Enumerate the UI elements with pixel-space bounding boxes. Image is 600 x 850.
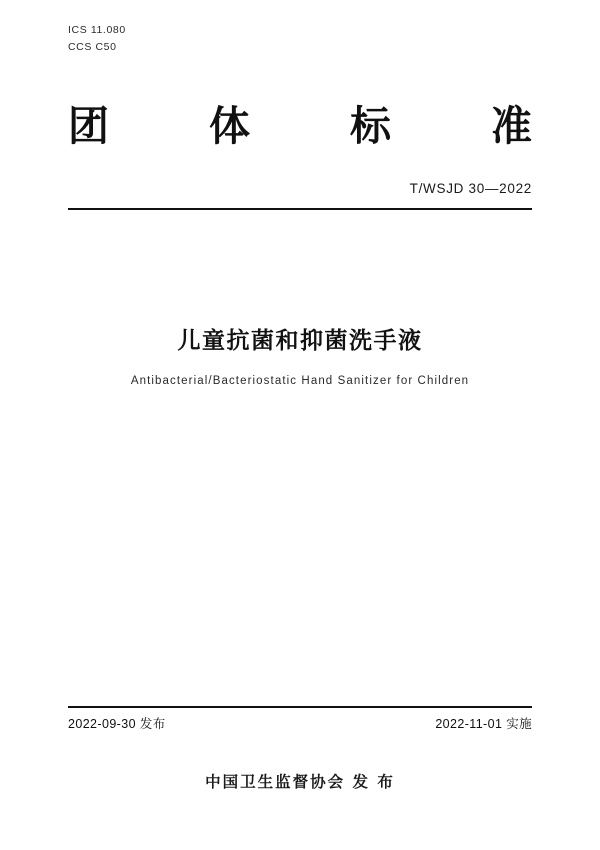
heading-char-1: 团 [68,102,109,150]
header-divider [68,208,532,210]
implementation-date: 2022-11-01 实施 [435,717,532,731]
ccs-code: CCS C50 [68,41,117,53]
standard-number: T/WSJD 30—2022 [409,181,532,196]
publisher-name: 中国卫生监督协会 发 布 [205,773,395,791]
ics-code: ICS 11.080 [68,24,126,36]
page-title-chinese: 儿童抗菌和抑菌洗手液 [177,328,423,354]
page-title-english: Antibacterial/Bacteriostatic Hand Sanitizer for Children [130,375,470,387]
heading-char-2: 体 [209,102,250,150]
issue-date: 2022-09-30 发布 [68,717,166,731]
heading-char-3: 标 [350,102,391,150]
classification-codes [68,22,126,56]
document-type-heading [68,100,532,152]
footer-divider [68,706,532,708]
heading-char-4: 准 [491,102,532,150]
